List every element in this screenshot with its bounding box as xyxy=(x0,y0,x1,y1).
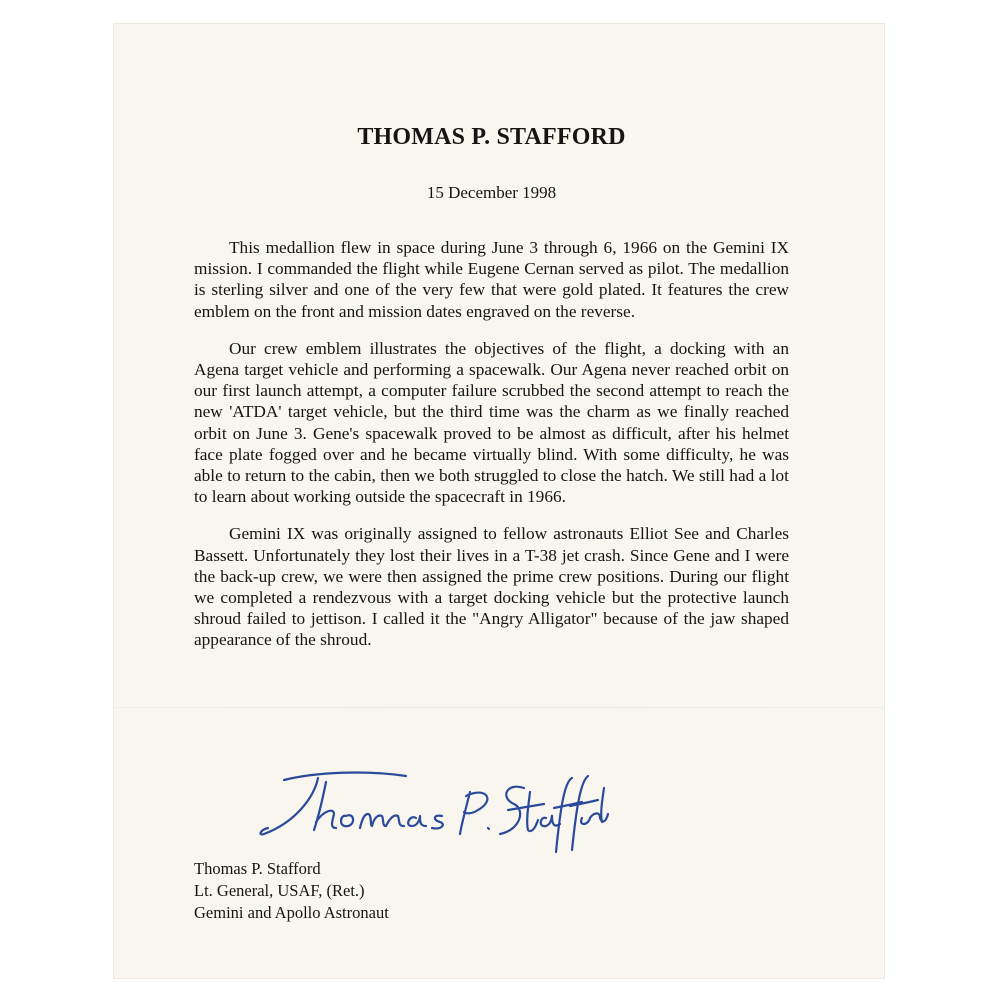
paragraph-2: Our crew emblem illustrates the objectives of the flight, a docking with an Agena target vehicle and performing a spacewalk. Our Agena never reached orbit on our first launch attempt, a computer failure scrubbed the second attempt to reach the new 'ATDA' target vehicle, but the third time was the charm as we finally reached orbit on June 3. Gene's spacewalk proved to be almost as difficult, after his helmet face plate fogged over and he became virtually blind. With some difficulty, he was able to return to the cabin, then we both struggled to close the hatch. We still had a lot to learn about working outside the spacecraft in 1966. xyxy=(194,338,789,507)
letter-body xyxy=(194,237,789,667)
paragraph-3: Gemini IX was originally assigned to fellow astronauts Elliot See and Charles Bassett. Unfortunately they lost their lives in a T-38 jet crash. Since Gene and I were the back-up crew, we were then assigned the prime crew positions. During our flight we completed a rendezvous with a target docking vehicle but the protective launch shroud failed to jettison. I called it the "Angry Alligator" because of the jaw shaped appearance of the shroud. xyxy=(194,524,789,650)
letter-paper xyxy=(114,24,884,978)
closing-rank: Lt. General, USAF, (Ret.) xyxy=(194,881,365,900)
paragraph-1: This medallion flew in space during June 3 through 6, 1966 on the Gemini IX mission. I commanded the flight while Eugene Cernan served as pilot. The medallion is sterling silver and one of the very few that were gold plated. It features the crew emblem on the front and mission dates engraved on the reverse. xyxy=(194,238,789,321)
closing-block xyxy=(194,858,389,924)
handwritten-signature xyxy=(256,752,616,862)
letter-title: THOMAS P. STAFFORD xyxy=(357,124,626,150)
letter-date: 15 December 1998 xyxy=(426,183,557,202)
paper-fold-line xyxy=(114,707,884,708)
closing-name: Thomas P. Stafford xyxy=(194,859,321,878)
closing-role: Gemini and Apollo Astronaut xyxy=(194,903,389,922)
